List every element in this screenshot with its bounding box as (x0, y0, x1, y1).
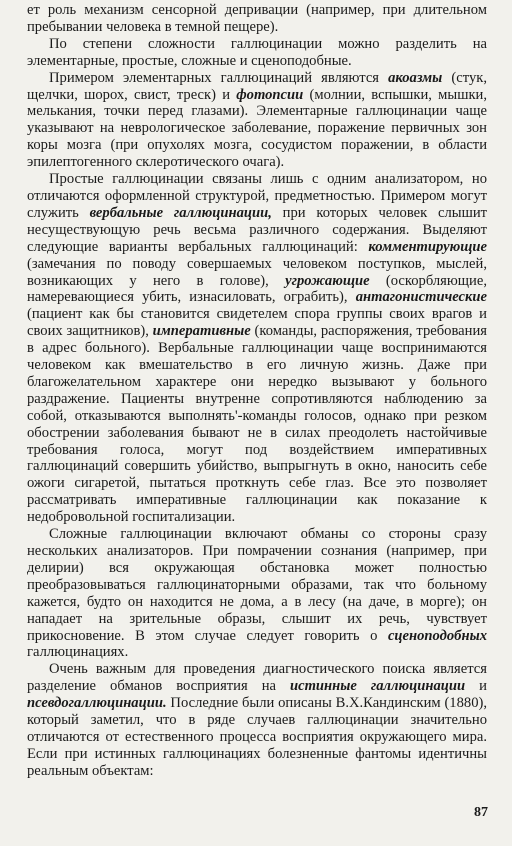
emphasized-term: акоазмы (388, 69, 443, 86)
text-run: (замечания по поводу совершаемых человеком поступков, мыслей, возникающих у него в голове), (27, 255, 487, 289)
text-run: Очень важным для проведения диагностического поиска является разделение обманов восприятия на (27, 661, 487, 695)
text-run: галлюцинациях. (27, 644, 129, 661)
paragraph (27, 526, 487, 661)
text-run: По степени сложности галлюцинации можно разделить на элементарные, простые, сложные и сценоподобные. (27, 35, 487, 69)
text-run: Простые галлюцинации связаны лишь с одним анализатором, но отличаются оформленной структурой, предметностью. Примером могут служить (27, 171, 487, 221)
emphasized-term: вербальные галлюцинации, (89, 204, 272, 221)
emphasized-term: антагонистические (355, 289, 487, 306)
paragraph (27, 2, 487, 36)
text-run: Примером элементарных галлюцинаций являются (49, 69, 389, 86)
emphasized-term: комментирующие (368, 238, 487, 255)
text-run: и (465, 678, 487, 695)
text-run: при которых человек слышит несуществующую речь весьма различного содержания. Выделяют следующие варианты вербальных галлюцинаций: (27, 204, 488, 255)
paragraph (27, 36, 487, 70)
text-run: (команды, распоряжения, требования в адрес больного). Вербальные галлюцинации чаще воспринимаются человеком как вмешательство в его личную жизнь. Даже при благожелательном характере они нередко вызывают у больного раздражение. Пациенты внутренне сопротивляются наблюдению за собой, отказываются выполнять'-команды голосов, однако при резком обострении заболевания бывают не в силах преодолеть настойчивые требования голоса, могут под воздействием императивных галлюцинаций совершить убийство, выпрыгнуть в окно, наносить себе ожоги сигаретой, пытаться проткнуть себе глаз. Все это позволяет рассматривать императивные галлюцинации как показание к недобровольной госпитализации. (27, 323, 487, 526)
text-run: ет роль механизм сенсорной депривации (например, при длительном пребывании человека в темной пещере). (27, 2, 487, 35)
text-run: (оскорбляющие, намеревающиеся убить, изнасиловать, ограбить), (27, 272, 487, 306)
emphasized-term: императивные (152, 323, 251, 340)
emphasized-term: угрожающие (285, 272, 370, 289)
paragraph (27, 70, 487, 171)
text-run: (молнии, вспышки, мышки, мелькания, точки перед глазами). Элементарные галлюцинации чаще указывают на неврологическое заболевание, поражение первичных зон коры мозга (при опухолях мозга, сосудистом поражении, в области эпилептогенного склеротического очага). (27, 86, 488, 171)
text-run: Последние были описаны В.Х.Кандинским (1880), который заметил, что в ряде случаев галлюцинации значительно отличаются от естественного процесса восприятия окружающего мира. Если при истинных галлюцинациях болезненные фантомы идентичны реальным объектам: (27, 695, 487, 779)
emphasized-term: истинные галлюцинации (289, 678, 466, 695)
text-run: Сложные галлюцинации включают обманы со стороны сразу нескольких анализаторов. При помрачении сознания (например, при делирии) вся окружающая обстановка может полностью преобразовываться галлюцинаторными образами, так что больному кажется, будто он находится не дома, а в лесу (на даче, в морге); он нападает на зрительные образы, слышит их речь, чувствует прикосновение. В этом случае следует говорить о (27, 526, 487, 644)
paragraph (27, 661, 487, 779)
body-text (27, 2, 487, 780)
emphasized-term: псевдогаллюцинации. (27, 695, 167, 712)
text-run: (пациент как бы становится свидетелем спора группы своих врагов и своих защитников), (27, 306, 487, 340)
page-number: 87 (474, 805, 488, 820)
emphasized-term: сценоподобных (387, 627, 487, 644)
emphasized-term: фотопсии (236, 86, 304, 103)
text-run: (стук, щелчки, шорох, свист, треск) и (27, 69, 487, 103)
paragraph (27, 171, 487, 526)
